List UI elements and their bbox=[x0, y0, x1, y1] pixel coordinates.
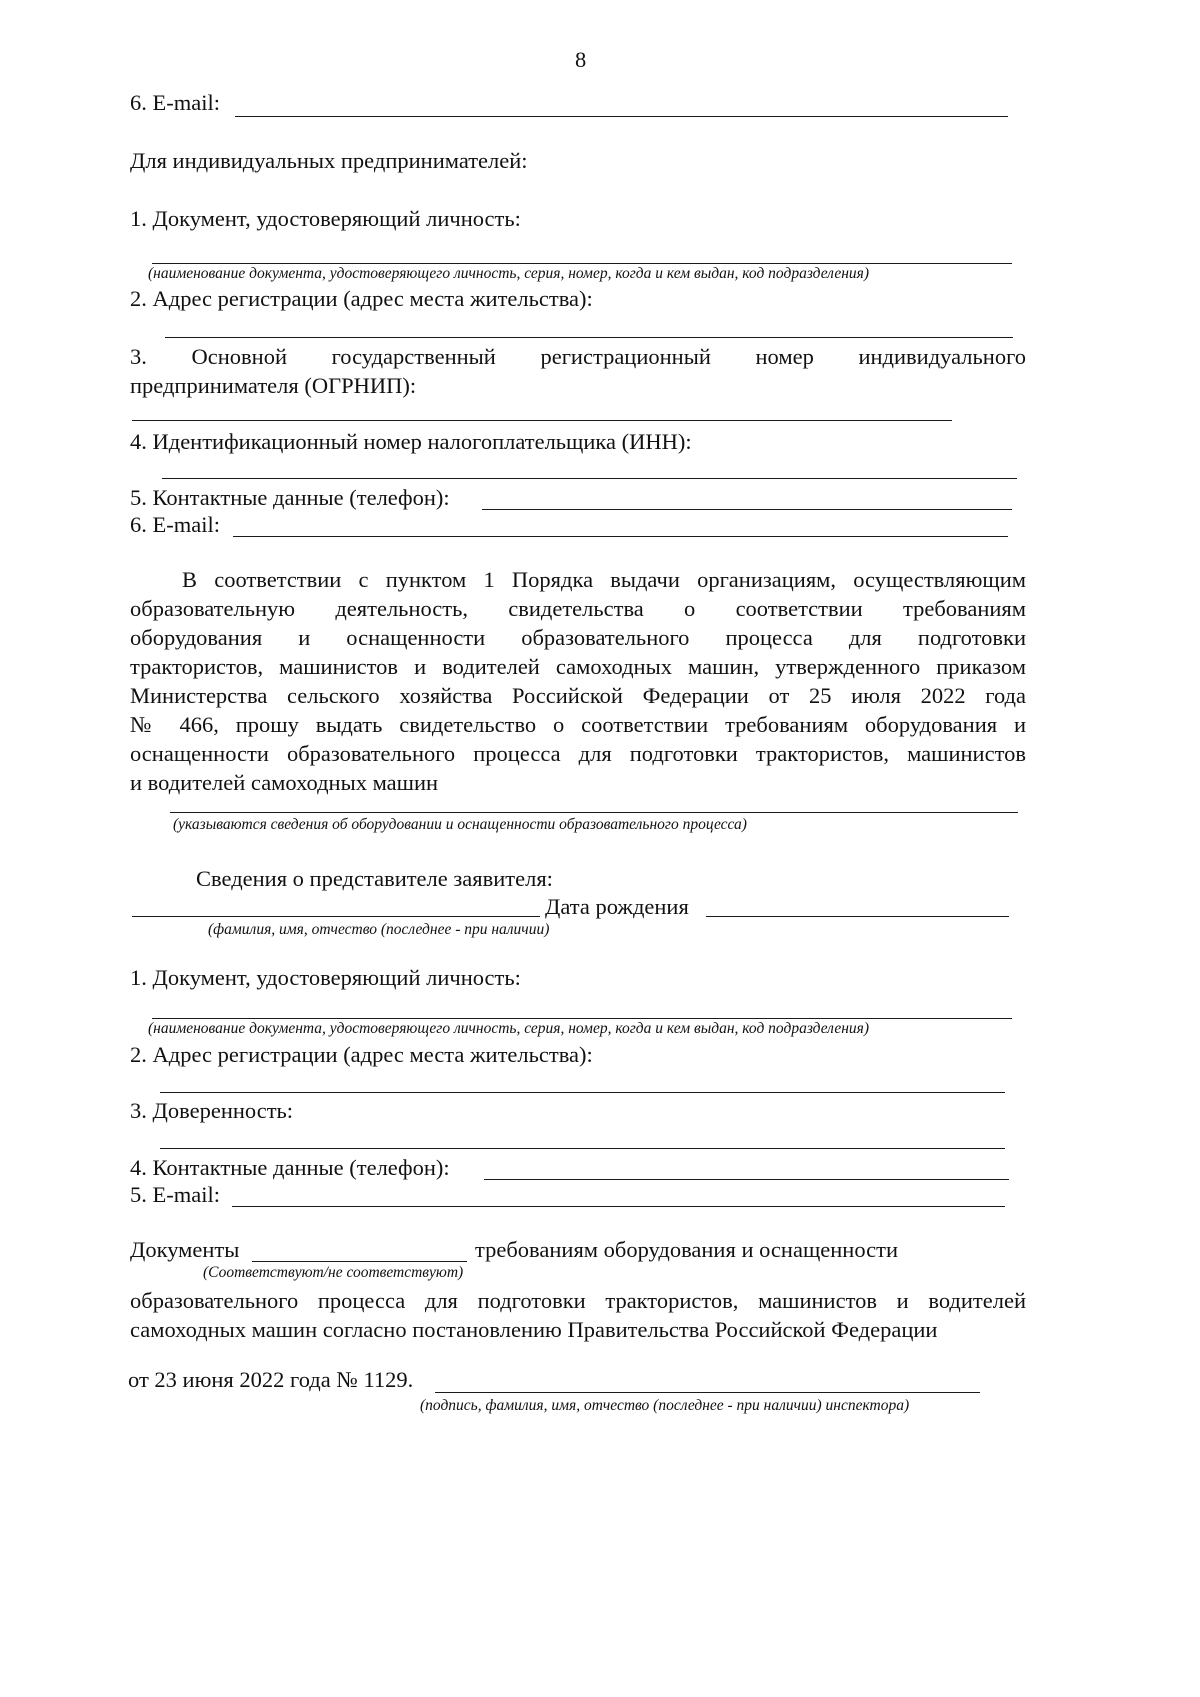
conclusion-docs-label: Документы bbox=[130, 1237, 240, 1262]
rep-doc-caption: (наименование документа, удостоверяющего личность, серия, номер, когда и кем выдан, код подразделения) bbox=[148, 1020, 870, 1037]
conclusion-match-line[interactable] bbox=[252, 1261, 467, 1262]
conclusion-paragraph bbox=[130, 1286, 1026, 1344]
ip-doc-caption: (наименование документа, удостоверяющего личность, серия, номер, когда и кем выдан, код подразделения) bbox=[148, 265, 870, 282]
rep-birth-line[interactable] bbox=[706, 916, 1009, 917]
rep-email-label: 5. E-mail: bbox=[130, 1182, 220, 1207]
ip-ogrnip-line1: 3. Основной государственный регистрационный номер индивидуального bbox=[130, 344, 1026, 369]
request-line-3: оборудования и оснащенности образовательного процесса для подготовки bbox=[130, 625, 1026, 650]
request-line-1: В соответствии с пунктом 1 Порядка выдачи организациям, осуществляющим bbox=[182, 567, 1026, 592]
conclusion-decree: от 23 июня 2022 года № 1129. bbox=[128, 1367, 414, 1392]
inspector-sign-line[interactable] bbox=[435, 1392, 980, 1393]
rep-name-caption: (фамилия, имя, отчество (последнее - при наличии) bbox=[208, 921, 550, 938]
page-number: 8 bbox=[575, 47, 587, 72]
ip-email-label: 6. E-mail: bbox=[130, 512, 220, 537]
rep-power-label: 3. Доверенность: bbox=[130, 1098, 294, 1123]
request-line-8: и водителей самоходных машин bbox=[130, 770, 439, 795]
request-line-5: Министерства сельского хозяйства Российской Федерации от 25 июля 2022 года bbox=[130, 683, 1026, 708]
ip-address-label: 2. Адрес регистрации (адрес места жительства): bbox=[130, 286, 593, 311]
ip-address-line[interactable] bbox=[165, 337, 1013, 338]
conclusion-requirements: требованиям оборудования и оснащенности bbox=[475, 1237, 899, 1262]
request-paragraph bbox=[130, 565, 1026, 594]
rep-address-label: 2. Адрес регистрации (адрес места жительства): bbox=[130, 1042, 593, 1067]
request-line-7: оснащенности образовательного процесса для подготовки трактористов, машинистов bbox=[130, 741, 1026, 766]
rep-power-line[interactable] bbox=[160, 1148, 1005, 1149]
rep-address-line[interactable] bbox=[160, 1092, 1005, 1093]
rep-heading: Сведения о представителе заявителя: bbox=[196, 866, 553, 891]
ip-phone-line[interactable] bbox=[482, 509, 1012, 510]
ip-doc-line[interactable] bbox=[152, 263, 1012, 264]
ip-ogrnip-label bbox=[130, 342, 1026, 400]
rep-email-line[interactable] bbox=[232, 1206, 1005, 1207]
ip-doc-label: 1. Документ, удостоверяющий личность: bbox=[130, 206, 521, 231]
rep-doc-label: 1. Документ, удостоверяющий личность: bbox=[130, 965, 521, 990]
rep-name-line[interactable] bbox=[132, 916, 540, 917]
ip-email-line[interactable] bbox=[233, 536, 1008, 537]
ip-ogrnip-line2: предпринимателя (ОГРНИП): bbox=[130, 373, 417, 398]
conclusion-line-2: самоходных машин согласно постановлению Правительства Российской Федерации bbox=[130, 1317, 938, 1342]
rep-birth-label: Дата рождения bbox=[545, 894, 689, 919]
request-paragraph-body bbox=[130, 594, 1026, 797]
equipment-caption: (указываются сведения об оборудовании и оснащенности образовательного процесса) bbox=[173, 816, 747, 833]
rep-phone-line[interactable] bbox=[484, 1179, 1009, 1180]
ip-heading: Для индивидуальных предпринимателей: bbox=[130, 148, 528, 173]
request-line-4: трактористов, машинистов и водителей самоходных машин, утвержденного приказом bbox=[130, 654, 1026, 679]
conclusion-match-caption: (Соответствуют/не соответствуют) bbox=[203, 1264, 464, 1281]
ip-inn-label: 4. Идентификационный номер налогоплательщика (ИНН): bbox=[130, 429, 692, 454]
ip-ogrnip-line[interactable] bbox=[132, 420, 952, 421]
conclusion-line-1: образовательного процесса для подготовки трактористов, машинистов и водителей bbox=[130, 1288, 1026, 1313]
inspector-sign-caption: (подпись, фамилия, имя, отчество (последнее - при наличии) инспектора) bbox=[420, 1397, 910, 1414]
request-line-6: № 466, прошу выдать свидетельство о соответствии требованиям оборудования и bbox=[130, 712, 1026, 737]
email-line-top[interactable] bbox=[235, 116, 1008, 117]
rep-phone-label: 4. Контактные данные (телефон): bbox=[130, 1155, 450, 1180]
rep-doc-line[interactable] bbox=[152, 1018, 1012, 1019]
equipment-line[interactable] bbox=[170, 812, 1018, 813]
ip-inn-line[interactable] bbox=[162, 478, 1017, 479]
email-label-top: 6. E-mail: bbox=[130, 90, 220, 115]
ip-phone-label: 5. Контактные данные (телефон): bbox=[130, 485, 450, 510]
request-line-2: образовательную деятельность, свидетельства о соответствии требованиям bbox=[130, 596, 1026, 621]
